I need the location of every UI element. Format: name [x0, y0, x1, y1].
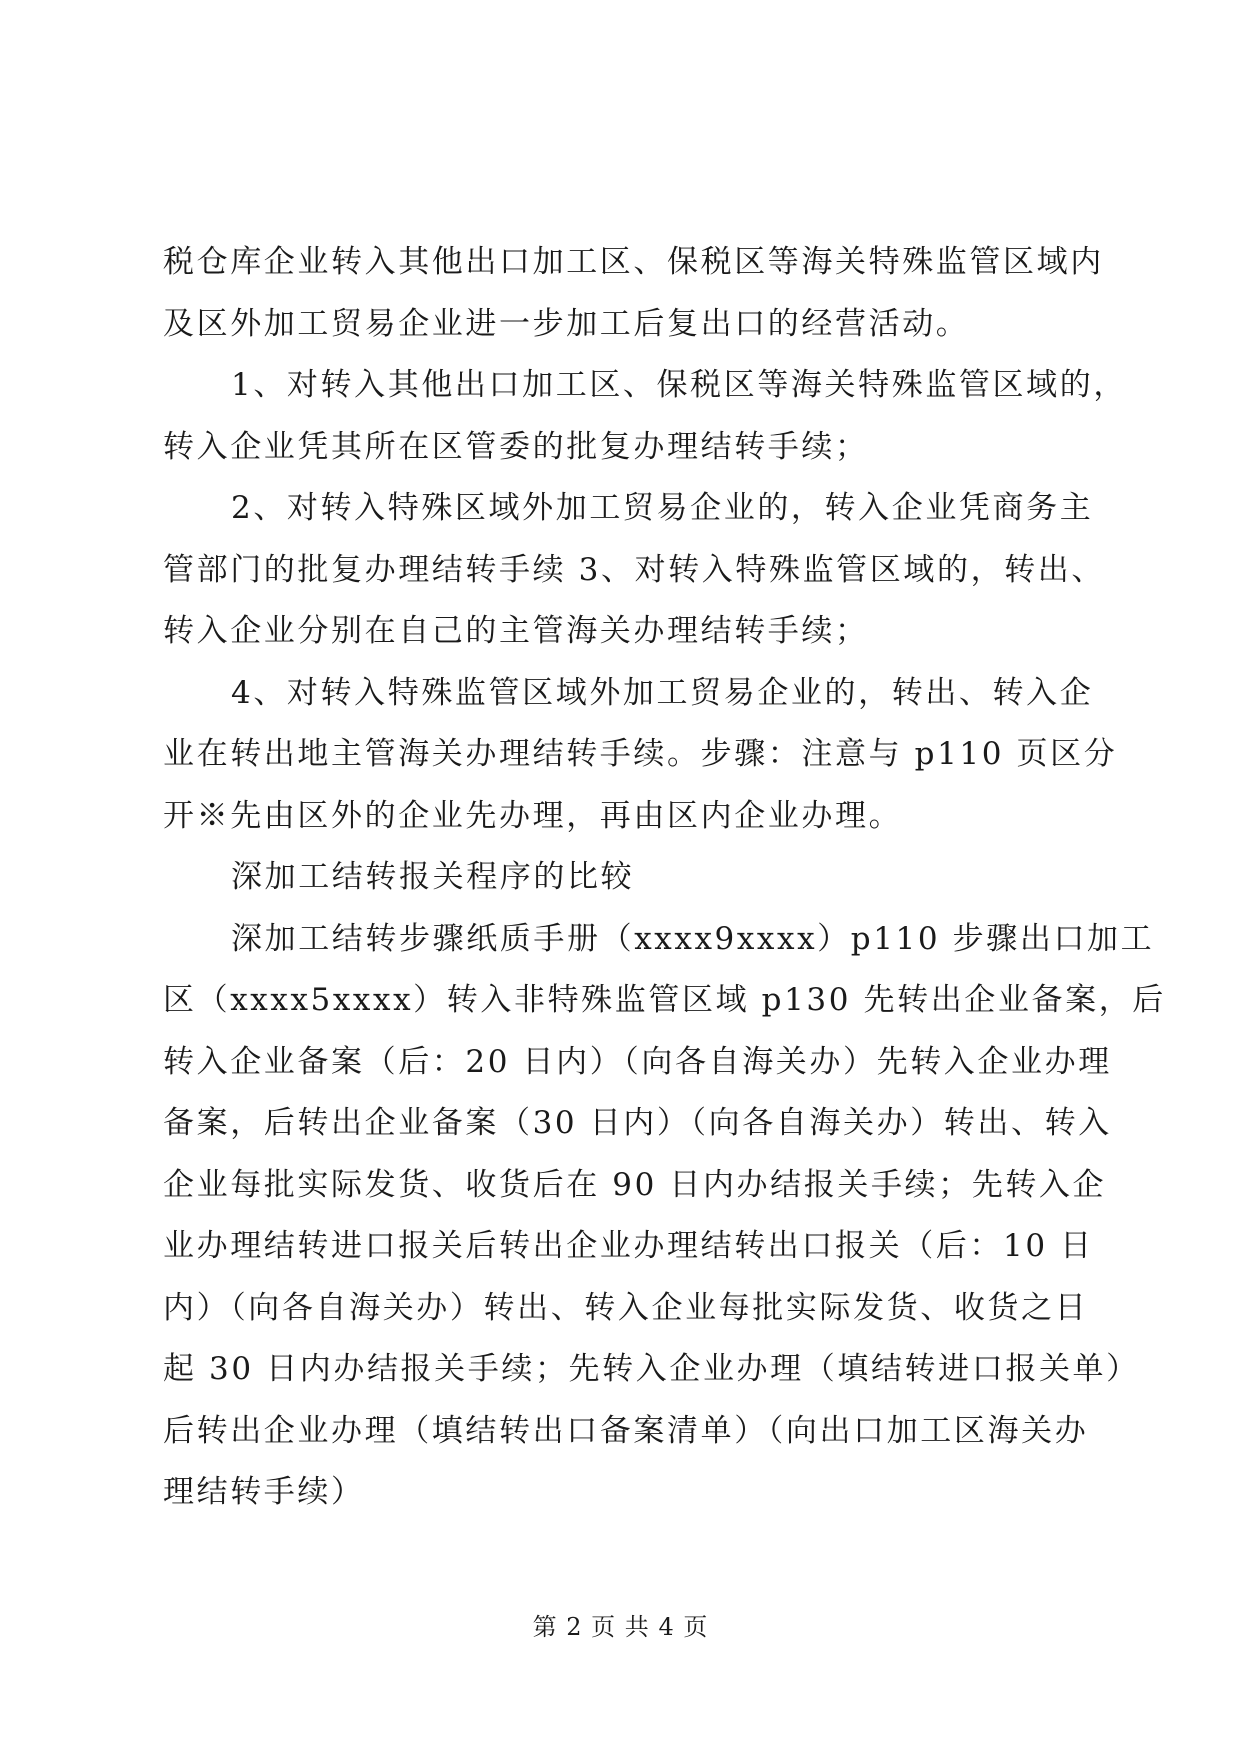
- text-line: 起 30 日内办结报关手续；先转入企业办理（填结转进口报关单）: [163, 1351, 1140, 1387]
- text-line: 后转出企业办理（填结转出口备案清单）（向出口加工区海关办: [163, 1412, 1089, 1449]
- text-line: 业在转出地主管海关办理结转手续。步骤：注意与 p110 页区分: [163, 736, 1118, 772]
- text-line: 区（xxxx5xxxx）转入非特殊监管区域 p130 先转出企业备案，后: [163, 982, 1166, 1018]
- text-line: 企业每批实际发货、收货后在 90 日内办结报关手续；先转入企: [163, 1166, 1107, 1203]
- text-line: 深加工结转步骤纸质手册（xxxx9xxxx）p110 步骤出口加工: [231, 920, 1155, 957]
- document-body: [163, 232, 1166, 1524]
- text-line: 税仓库企业转入其他出口加工区、保税区等海关特殊监管区域内: [163, 244, 1104, 280]
- text-line: 4、对转入特殊监管区域外加工贸易企业的，转出、转入企: [231, 674, 1094, 711]
- text-line: 备案，后转出企业备案（30 日内）（向各自海关办）转出、转入: [163, 1105, 1112, 1141]
- section-heading: 深加工结转报关程序的比较: [231, 859, 635, 895]
- text-line: 内）（向各自海关办）转出、转入企业每批实际发货、收货之日: [163, 1289, 1089, 1326]
- text-line: 业办理结转进口报关后转出企业办理结转出口报关（后：10 日: [163, 1228, 1094, 1264]
- text-line: 及区外加工贸易企业进一步加工后复出口的经营活动。: [163, 305, 970, 342]
- text-line: 转入企业备案（后：20 日内）（向各自海关办）先转入企业办理: [163, 1043, 1112, 1080]
- page-footer: 第 2 页 共 4 页: [532, 1613, 709, 1641]
- text-line: 1、对转入其他出口加工区、保税区等海关特殊监管区域的，: [231, 367, 1127, 403]
- text-line: 理结转手续）: [163, 1474, 365, 1510]
- text-line: 管部门的批复办理结转手续 3、对转入特殊监管区域的，转出、: [163, 551, 1105, 588]
- text-line: 转入企业凭其所在区管委的批复办理结转手续；: [163, 428, 869, 465]
- text-line: 2、对转入特殊区域外加工贸易企业的，转入企业凭商务主: [231, 490, 1094, 526]
- text-line: 开※先由区外的企业先办理，再由区内企业办理。: [163, 797, 903, 834]
- text-line: 转入企业分别在自己的主管海关办理结转手续；: [163, 613, 869, 649]
